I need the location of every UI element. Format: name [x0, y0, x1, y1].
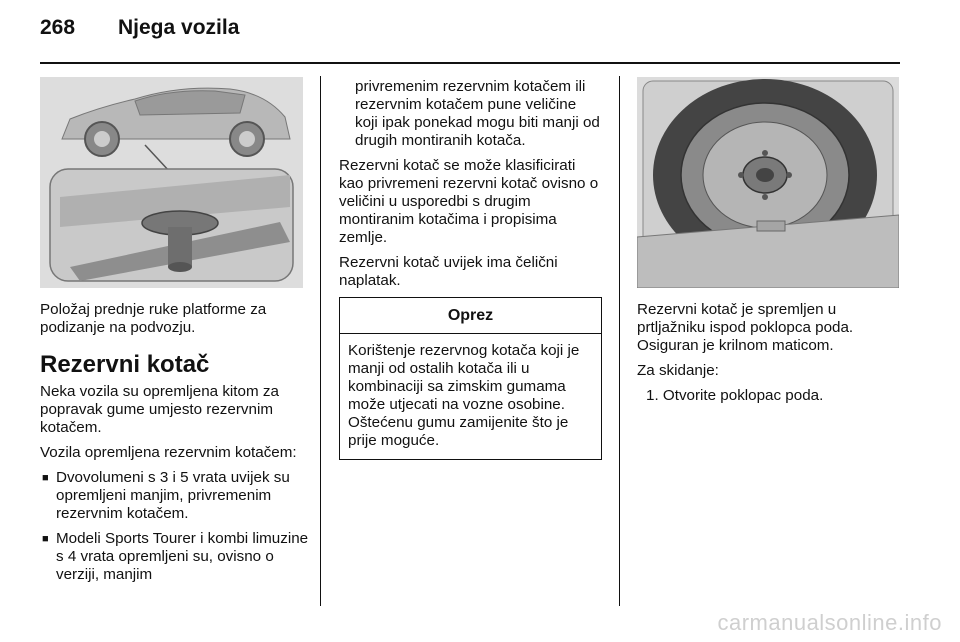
- watermark: carmanualsonline.info: [717, 610, 942, 635]
- spare-wheel-well-illustration: [637, 77, 899, 288]
- paragraph: Rezervni kotač uvijek ima čelični naplatak.: [339, 254, 558, 289]
- middle-column: [339, 78, 602, 460]
- caution-title: Oprez: [340, 298, 601, 334]
- caution-text: Korištenje rezervnog kotača koji je manji od ostalih kotača ili u kombinaciji sa zimskim gumama može utjecati na vozne osobine. Oštećenu gumu zamijenite što je prije moguće.: [348, 342, 580, 449]
- spare-wheel-icon: [637, 77, 899, 288]
- right-column: [637, 301, 899, 412]
- page-number: 268: [40, 16, 76, 39]
- paragraph: Rezervni kotač je spremljen u prtljažniku ispod poklopca poda. Osiguran je krilnom maticom.: [637, 301, 854, 354]
- page-header: [40, 16, 239, 40]
- paragraph: Vozila opremljena rezervnim kotačem:: [40, 444, 297, 461]
- left-column: [40, 301, 312, 591]
- car-lift-point-illustration: [40, 77, 303, 288]
- continuation-text: privremenim rezervnim kotačem ili rezervnim kotačem pune veličine koji ipak ponekad mogu biti manji od drugih montiranih kotača.: [355, 78, 600, 149]
- step-number: 1.: [646, 387, 659, 404]
- header-rule: [40, 62, 900, 64]
- car-lift-icon: [40, 77, 303, 288]
- paragraph: Rezervni kotač se može klasificirati kao privremeni rezervni kotač ovisno o veličini u usporedbi s drugim montiranim kotačima i propisima zemlje.: [339, 157, 599, 246]
- numbered-step: [637, 387, 899, 405]
- bullet-item: ■ Dvovolumeni s 3 i 5 vrata uvijek su opremljeni manjim, privremenim rezervnim kotačem.: [40, 469, 312, 523]
- bullet-item: ■ Modeli Sports Tourer i kombi limuzine s 4 vrata opremljeni su, ovisno o verziji, manjim: [40, 530, 312, 584]
- section-heading: Rezervni kotač: [40, 351, 210, 378]
- column-divider-right: [619, 76, 620, 606]
- page-title: Njega vozila: [118, 16, 240, 39]
- paragraph: Neka vozila su opremljena kitom za popravak gume umjesto rezervnim kotačem.: [40, 383, 279, 436]
- caution-box: [339, 297, 602, 460]
- paragraph: Za skidanje:: [637, 362, 719, 379]
- step-text: Otvorite poklopac poda.: [662, 387, 824, 404]
- figure-caption: Položaj prednje ruke platforme za podizanje na podvozju.: [40, 301, 267, 336]
- column-divider-left: [320, 76, 321, 606]
